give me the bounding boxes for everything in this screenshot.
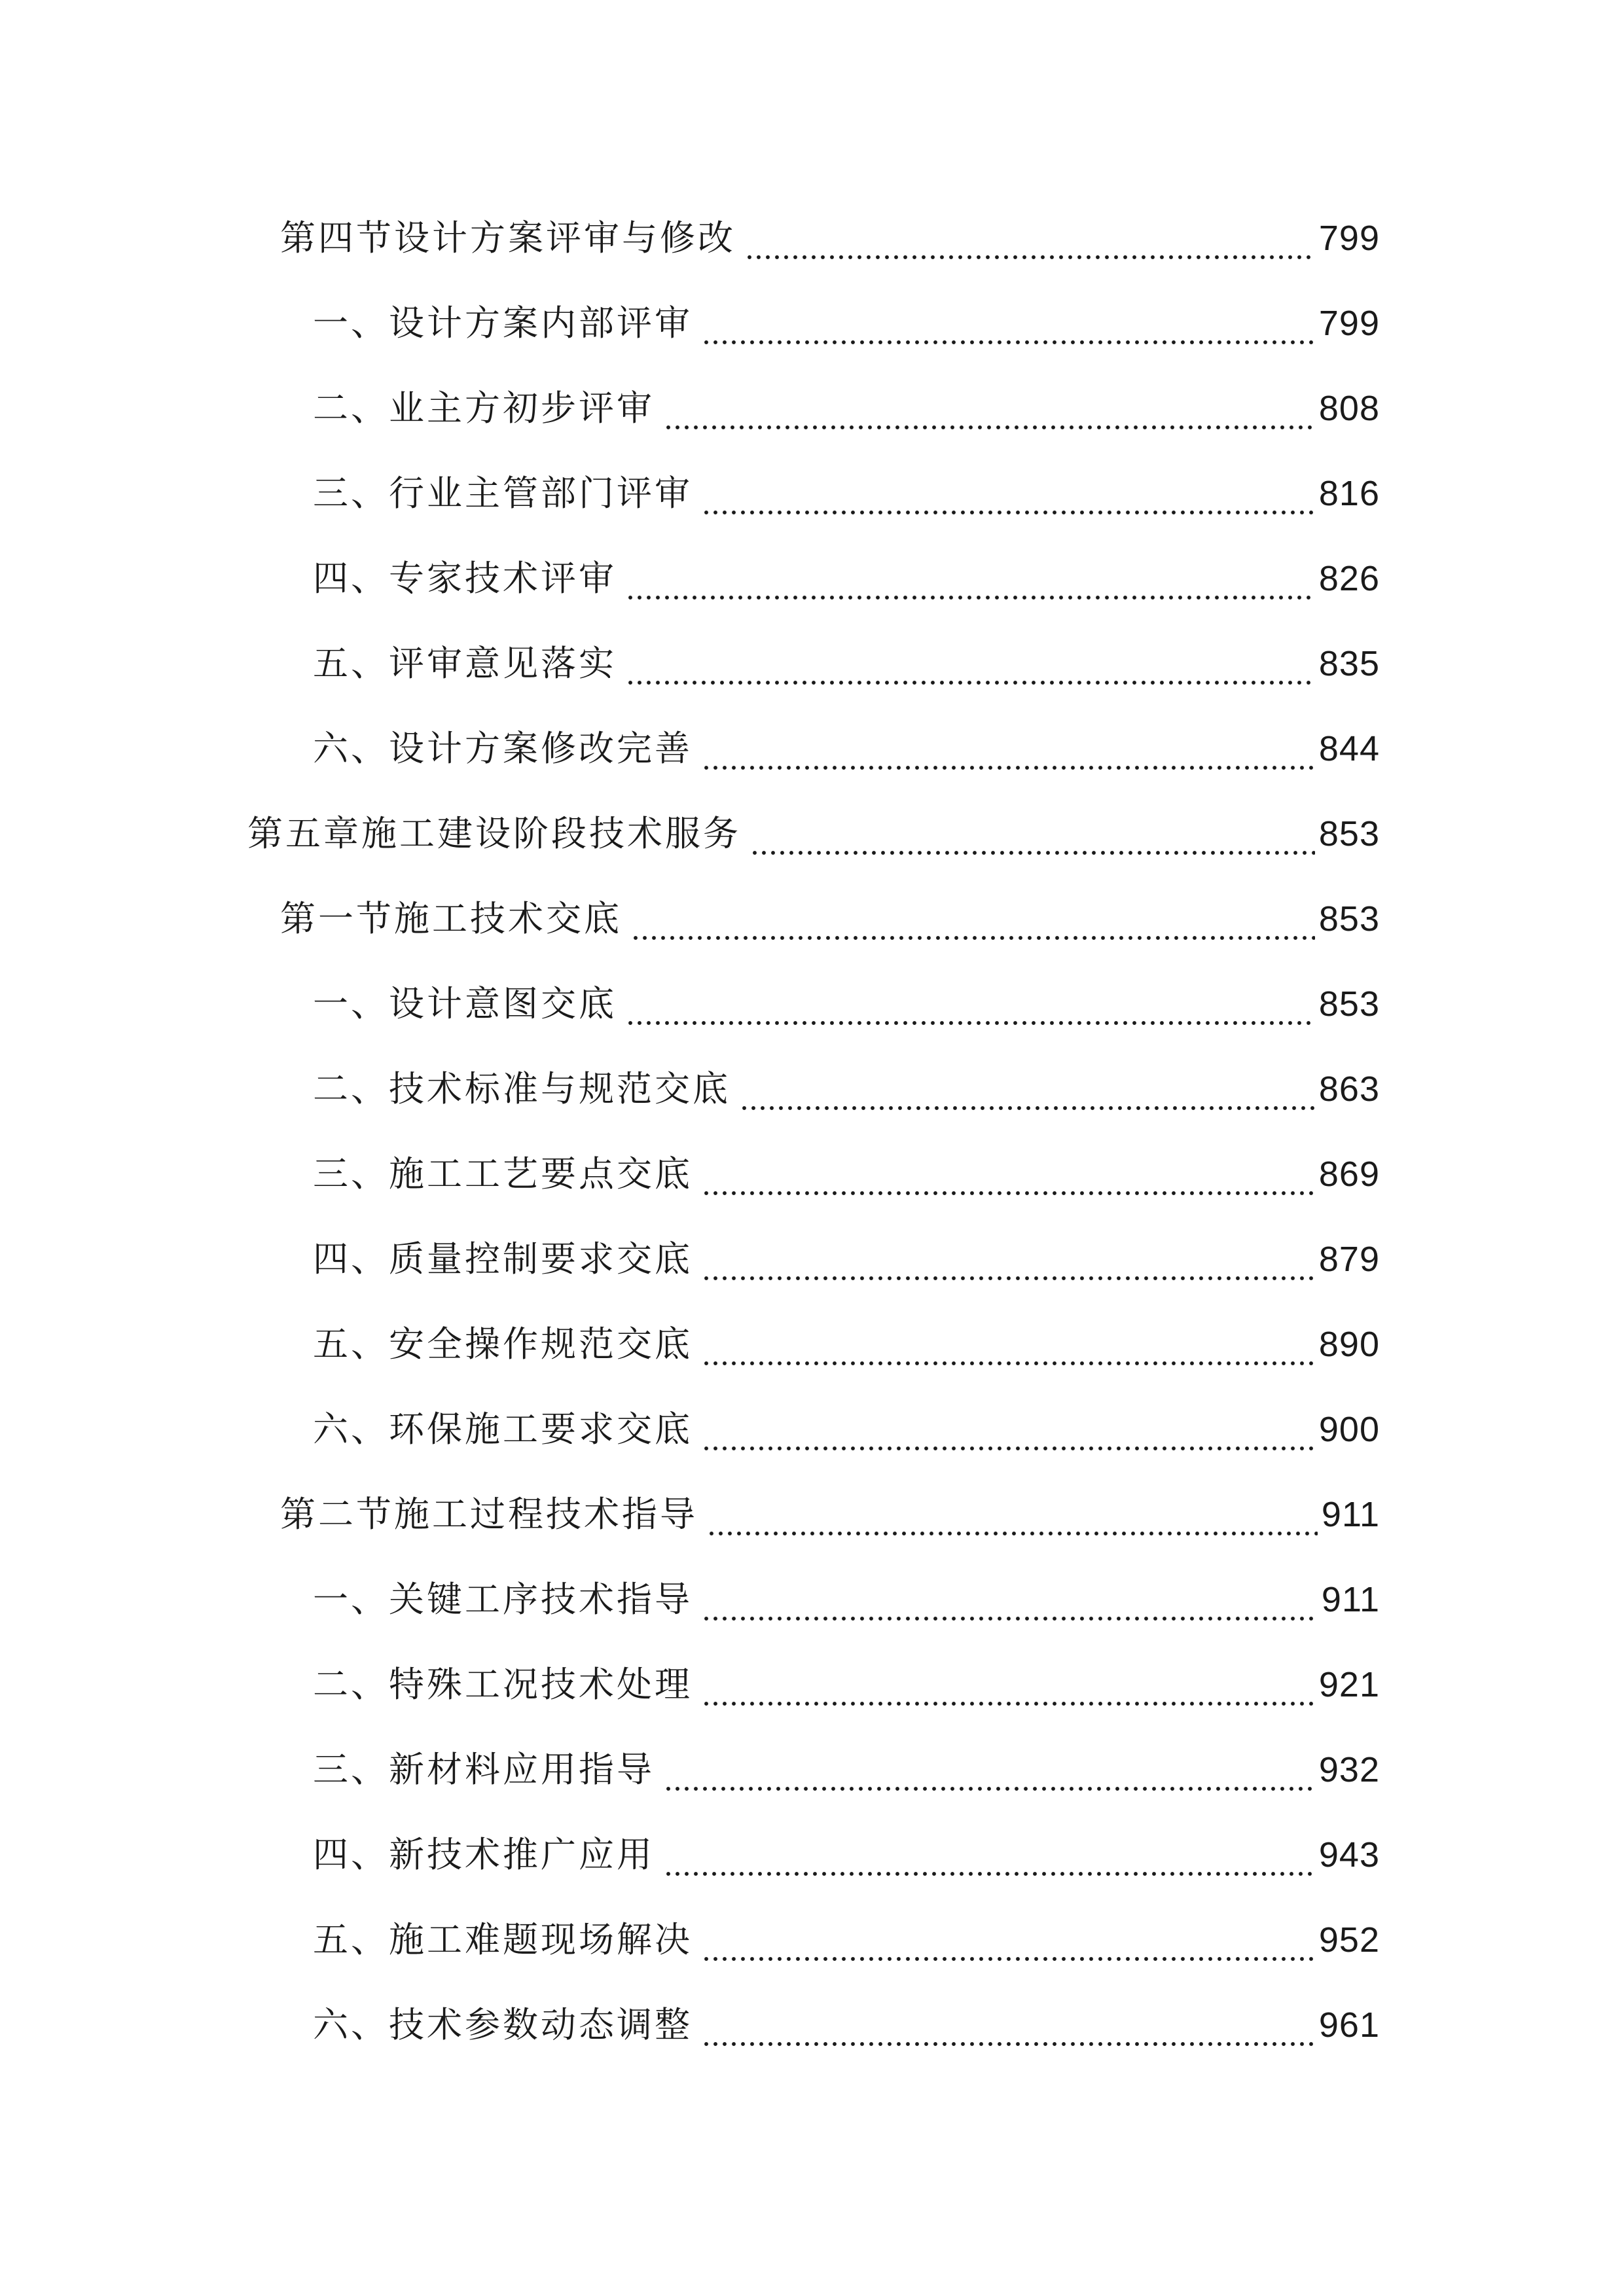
toc-entry-page-number: 853 [1318, 984, 1380, 1024]
dot-leader [626, 552, 1315, 605]
toc-entry[interactable] [313, 1148, 1380, 1200]
toc-entry[interactable] [313, 1318, 1380, 1371]
toc-entry-page-number: 900 [1318, 1410, 1380, 1449]
toc-entry-page-number: 799 [1318, 219, 1380, 258]
toc-entry-page-number: 921 [1318, 1665, 1380, 1704]
dot-leader [745, 212, 1315, 264]
dot-leader [707, 1488, 1318, 1541]
dot-leader [702, 723, 1315, 775]
toc-entry[interactable] [313, 552, 1380, 605]
toc-entry[interactable] [313, 1063, 1380, 1115]
toc-entry-title: 三、行业主管部门评审 [313, 473, 693, 514]
toc-entry[interactable] [313, 1999, 1380, 2051]
toc-entry-page-number: 863 [1318, 1069, 1380, 1109]
toc-entry-title: 六、环保施工要求交底 [313, 1408, 693, 1450]
toc-entry-title: 一、关键工序技术指导 [313, 1579, 693, 1620]
dot-leader [702, 1233, 1315, 1285]
toc-entry-page-number: 952 [1318, 1920, 1380, 1960]
toc-entry-page-number: 932 [1318, 1750, 1380, 1789]
toc-entry[interactable] [313, 1403, 1380, 1456]
toc-entry-title: 六、设计方案修改完善 [313, 728, 693, 769]
toc-entry-title: 四、新技术推广应用 [313, 1834, 655, 1875]
toc-entry-title: 五、安全操作规范交底 [313, 1323, 693, 1365]
dot-leader [702, 1318, 1315, 1371]
toc-entry-title: 第五章施工建设阶段技术服务 [247, 813, 741, 854]
dot-leader [702, 1573, 1318, 1626]
toc-entry-page-number: 835 [1318, 644, 1380, 683]
toc-entry-title: 四、质量控制要求交底 [313, 1238, 693, 1280]
toc-entry-title: 三、施工工艺要点交底 [313, 1153, 693, 1194]
toc-entry-title: 三、新材料应用指导 [313, 1749, 655, 1790]
toc-entry-page-number: 808 [1318, 389, 1380, 428]
toc-entry-title: 五、评审意见落实 [313, 643, 617, 684]
toc-entry-page-number: 943 [1318, 1835, 1380, 1874]
toc-entry[interactable] [313, 978, 1380, 1030]
dot-leader [702, 1659, 1315, 1711]
toc-entry-title: 二、业主方初步评审 [313, 387, 655, 429]
dot-leader [702, 1403, 1315, 1456]
toc-entry-page-number: 826 [1318, 559, 1380, 598]
toc-entry-page-number: 911 [1321, 1495, 1380, 1534]
toc-entry-title: 第二节施工过程技术指导 [280, 1494, 698, 1535]
dot-leader [626, 978, 1315, 1030]
dot-leader [664, 1829, 1315, 1881]
toc-entry[interactable] [313, 1914, 1380, 1966]
toc-entry[interactable] [313, 723, 1380, 775]
dot-leader [702, 1148, 1315, 1200]
toc-entry[interactable] [313, 1659, 1380, 1711]
dot-leader [702, 1999, 1315, 2051]
toc-entry-page-number: 816 [1318, 474, 1380, 513]
toc-entry-title: 五、施工难题现场解决 [313, 1919, 693, 1960]
toc-entry[interactable] [280, 1488, 1380, 1541]
toc-entry[interactable] [280, 212, 1380, 264]
toc-entry-page-number: 961 [1318, 2005, 1380, 2045]
toc-entry[interactable] [313, 382, 1380, 435]
toc-entry[interactable] [313, 1573, 1380, 1626]
dot-leader [664, 1744, 1315, 1796]
toc-entry-page-number: 853 [1318, 814, 1380, 853]
dot-leader [664, 382, 1315, 435]
toc-entry-page-number: 869 [1318, 1155, 1380, 1194]
toc-entry-title: 第四节设计方案评审与修改 [280, 217, 736, 259]
toc-entry-page-number: 799 [1318, 304, 1380, 343]
dot-leader [740, 1063, 1315, 1115]
toc-entry-page-number: 890 [1318, 1325, 1380, 1364]
toc-entry-page-number: 853 [1318, 899, 1380, 939]
dot-leader [702, 1914, 1315, 1966]
toc-entry[interactable] [313, 1829, 1380, 1881]
toc-entry-page-number: 879 [1318, 1240, 1380, 1279]
toc-entry[interactable] [313, 637, 1380, 690]
toc-entry-title: 二、特殊工况技术处理 [313, 1664, 693, 1705]
toc-entry[interactable] [313, 467, 1380, 520]
toc-entry-title: 二、技术标准与规范交底 [313, 1068, 731, 1109]
toc-entry-page-number: 911 [1321, 1580, 1380, 1619]
dot-leader [626, 637, 1315, 690]
toc-entry-title: 第一节施工技术交底 [280, 898, 622, 939]
toc-entry-title: 一、设计意图交底 [313, 983, 617, 1024]
toc-entry-title: 一、设计方案内部评审 [313, 302, 693, 344]
toc-entry-page-number: 844 [1318, 729, 1380, 768]
dot-leader [631, 893, 1315, 945]
toc-entry[interactable] [280, 893, 1380, 945]
toc-entry-title: 四、专家技术评审 [313, 558, 617, 599]
dot-leader [702, 467, 1315, 520]
toc-entry-title: 六、技术参数动态调整 [313, 2004, 693, 2045]
toc-entry[interactable] [247, 808, 1380, 860]
toc-entry[interactable] [313, 1233, 1380, 1285]
dot-leader [750, 808, 1315, 860]
toc-entry[interactable] [313, 297, 1380, 350]
toc-entry[interactable] [313, 1744, 1380, 1796]
dot-leader [702, 297, 1315, 350]
